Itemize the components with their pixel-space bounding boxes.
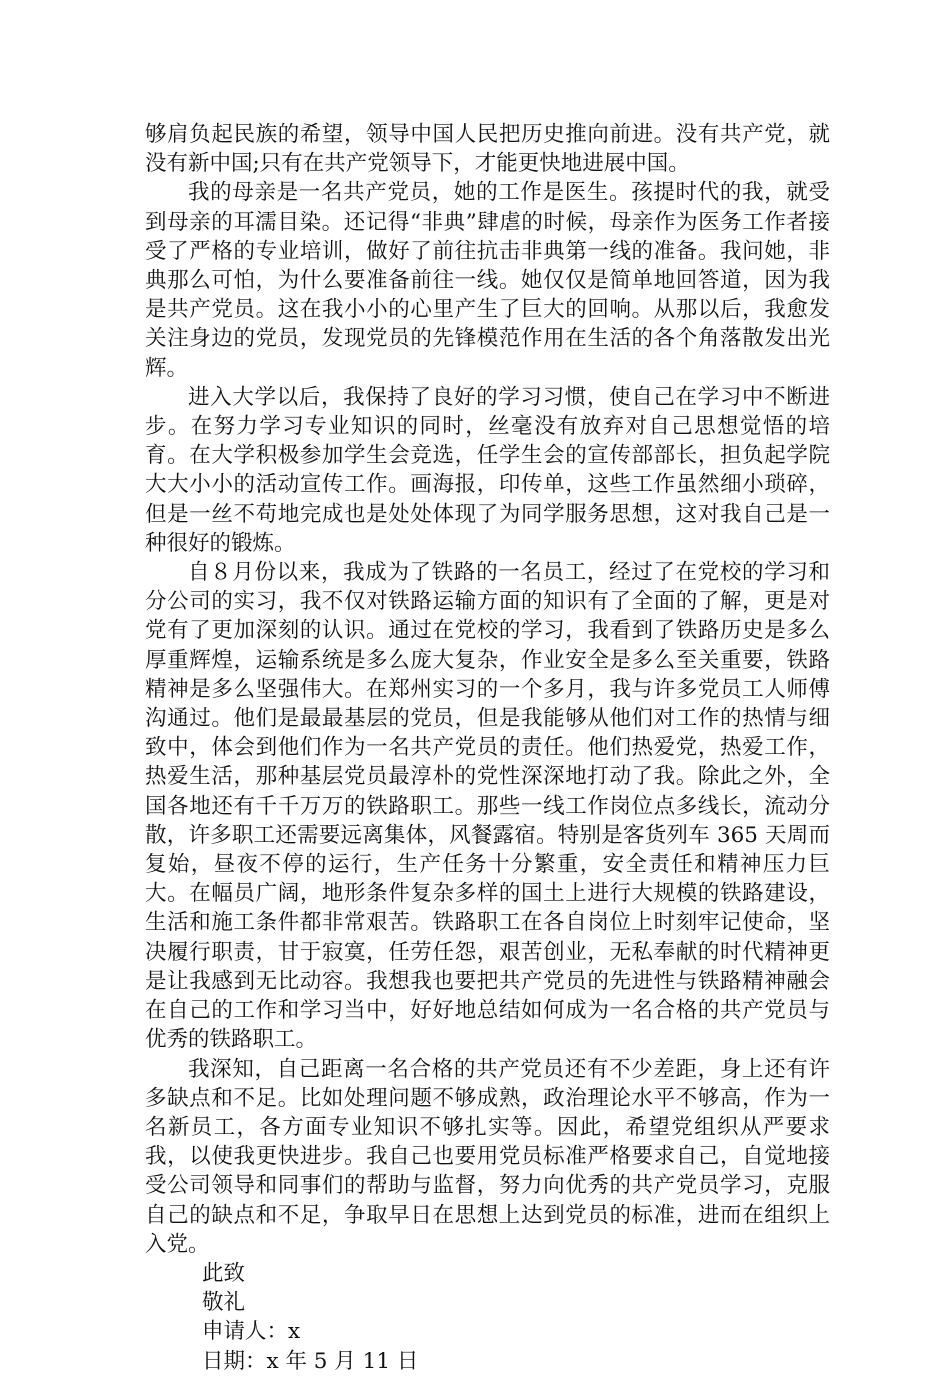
date-line: 日期：x 年 5 月 11 日 [202, 1348, 419, 1374]
paragraph-continuation: 够肩负起民族的希望，领导中国人民把历史推向前进。没有共产党，就没有新中国;只有在共产党领导下，才能更快地进展中国。 [145, 122, 830, 177]
paragraph-university: 进入大学以后，我保持了良好的学习习惯，使自己在学习中不断进步。在努力学习专业知识的同时，丝毫没有放弃对自己思想觉悟的培育。在大学积极参加学生会竞选，任学生会的宣传部部长，担负起学院大大小小的活动宣传工作。画海报，印传单，这些工作虽然细小琐碎，但是一丝不苟地完成也是处处体现了为同学服务思想，这对我自己是一种很好的锻炼。 [145, 384, 830, 556]
document-page [145, 120, 830, 1376]
closing-respect: 敬礼 [202, 1290, 246, 1316]
paragraph-railway: 自８月份以来，我成为了铁路的一名员工，经过了在党校的学习和分公司的实习，我不仅对铁路运输方面的知识有了全面的了解，更是对党有了更加深刻的认识。通过在党校的学习，我看到了铁路历史是多么厚重辉煌，运输系统是多么庞大复杂，作业安全是多么至关重要，铁路精神是多么坚强伟大。在郑州实习的一个多月，我与许多党员工人师傅沟通过。他们是最最基层的党员，但是我能够从他们对工作的热情与细致中，体会到他们作为一名共产党员的责任。他们热爱党，热爱工作，热爱生活，那种基层党员最淳朴的党性深深地打动了我。除此之外，全国各地还有千千万万的铁路职工。那些一线工作岗位点多线长，流动分散，许多职工还需要远离集体，风餐露宿。特别是客货列车 365 天周而复始，昼夜不停的运行，生产任务十分繁重，安全责任和精神压力巨大。在幅员广阔，地形条件复杂多样的国土上进行大规模的铁路建设，生活和施工条件都非常艰苦。铁路职工在各自岗位上时刻牢记使命，坚决履行职责，甘于寂寞，任劳任怨，艰苦创业，无私奉献的时代精神更是让我感到无比动容。我想我也要把共产党员的先进性与铁路精神融会在自己的工作和学习当中，好好地总结如何成为一名合格的共产党员与优秀的铁路职工。 [145, 560, 830, 1053]
paragraph-mother: 我的母亲是一名共产党员，她的工作是医生。孩提时代的我，就受到母亲的耳濡目染。还记得“非典”肆虐的时候，母亲作为医务工作者接受了严格的专业培训，做好了前往抗击非典第一线的准备。我问她，非典那么可怕，为什么要准备前往一线。她仅仅是简单地回答道，因为我是共产党员。这在我小小的心里产生了巨大的回响。从那以后，我愈发关注身边的党员，发现党员的先锋模范作用在生活的各个角落散发出光辉。 [145, 180, 830, 381]
closing-salutation: 此致 [202, 1260, 246, 1286]
paragraph-self-assessment: 我深知，自己距离一名合格的共产党员还有不少差距，身上还有许多缺点和不足。比如处理问题不够成熟，政治理论水平不够高，作为一名新员工，各方面专业知识不够扎实等。因此，希望党组织从严要求我，以使我更快进步。我自己也要用党员标准严格要求自己，自觉地接受公司领导和同事们的帮助与监督，努力向优秀的共产党员学习，克服自己的缺点和不足，争取早日在思想上达到党员的标准，进而在组织上入党。 [145, 1056, 830, 1257]
applicant-line: 申请人：x [202, 1319, 301, 1345]
